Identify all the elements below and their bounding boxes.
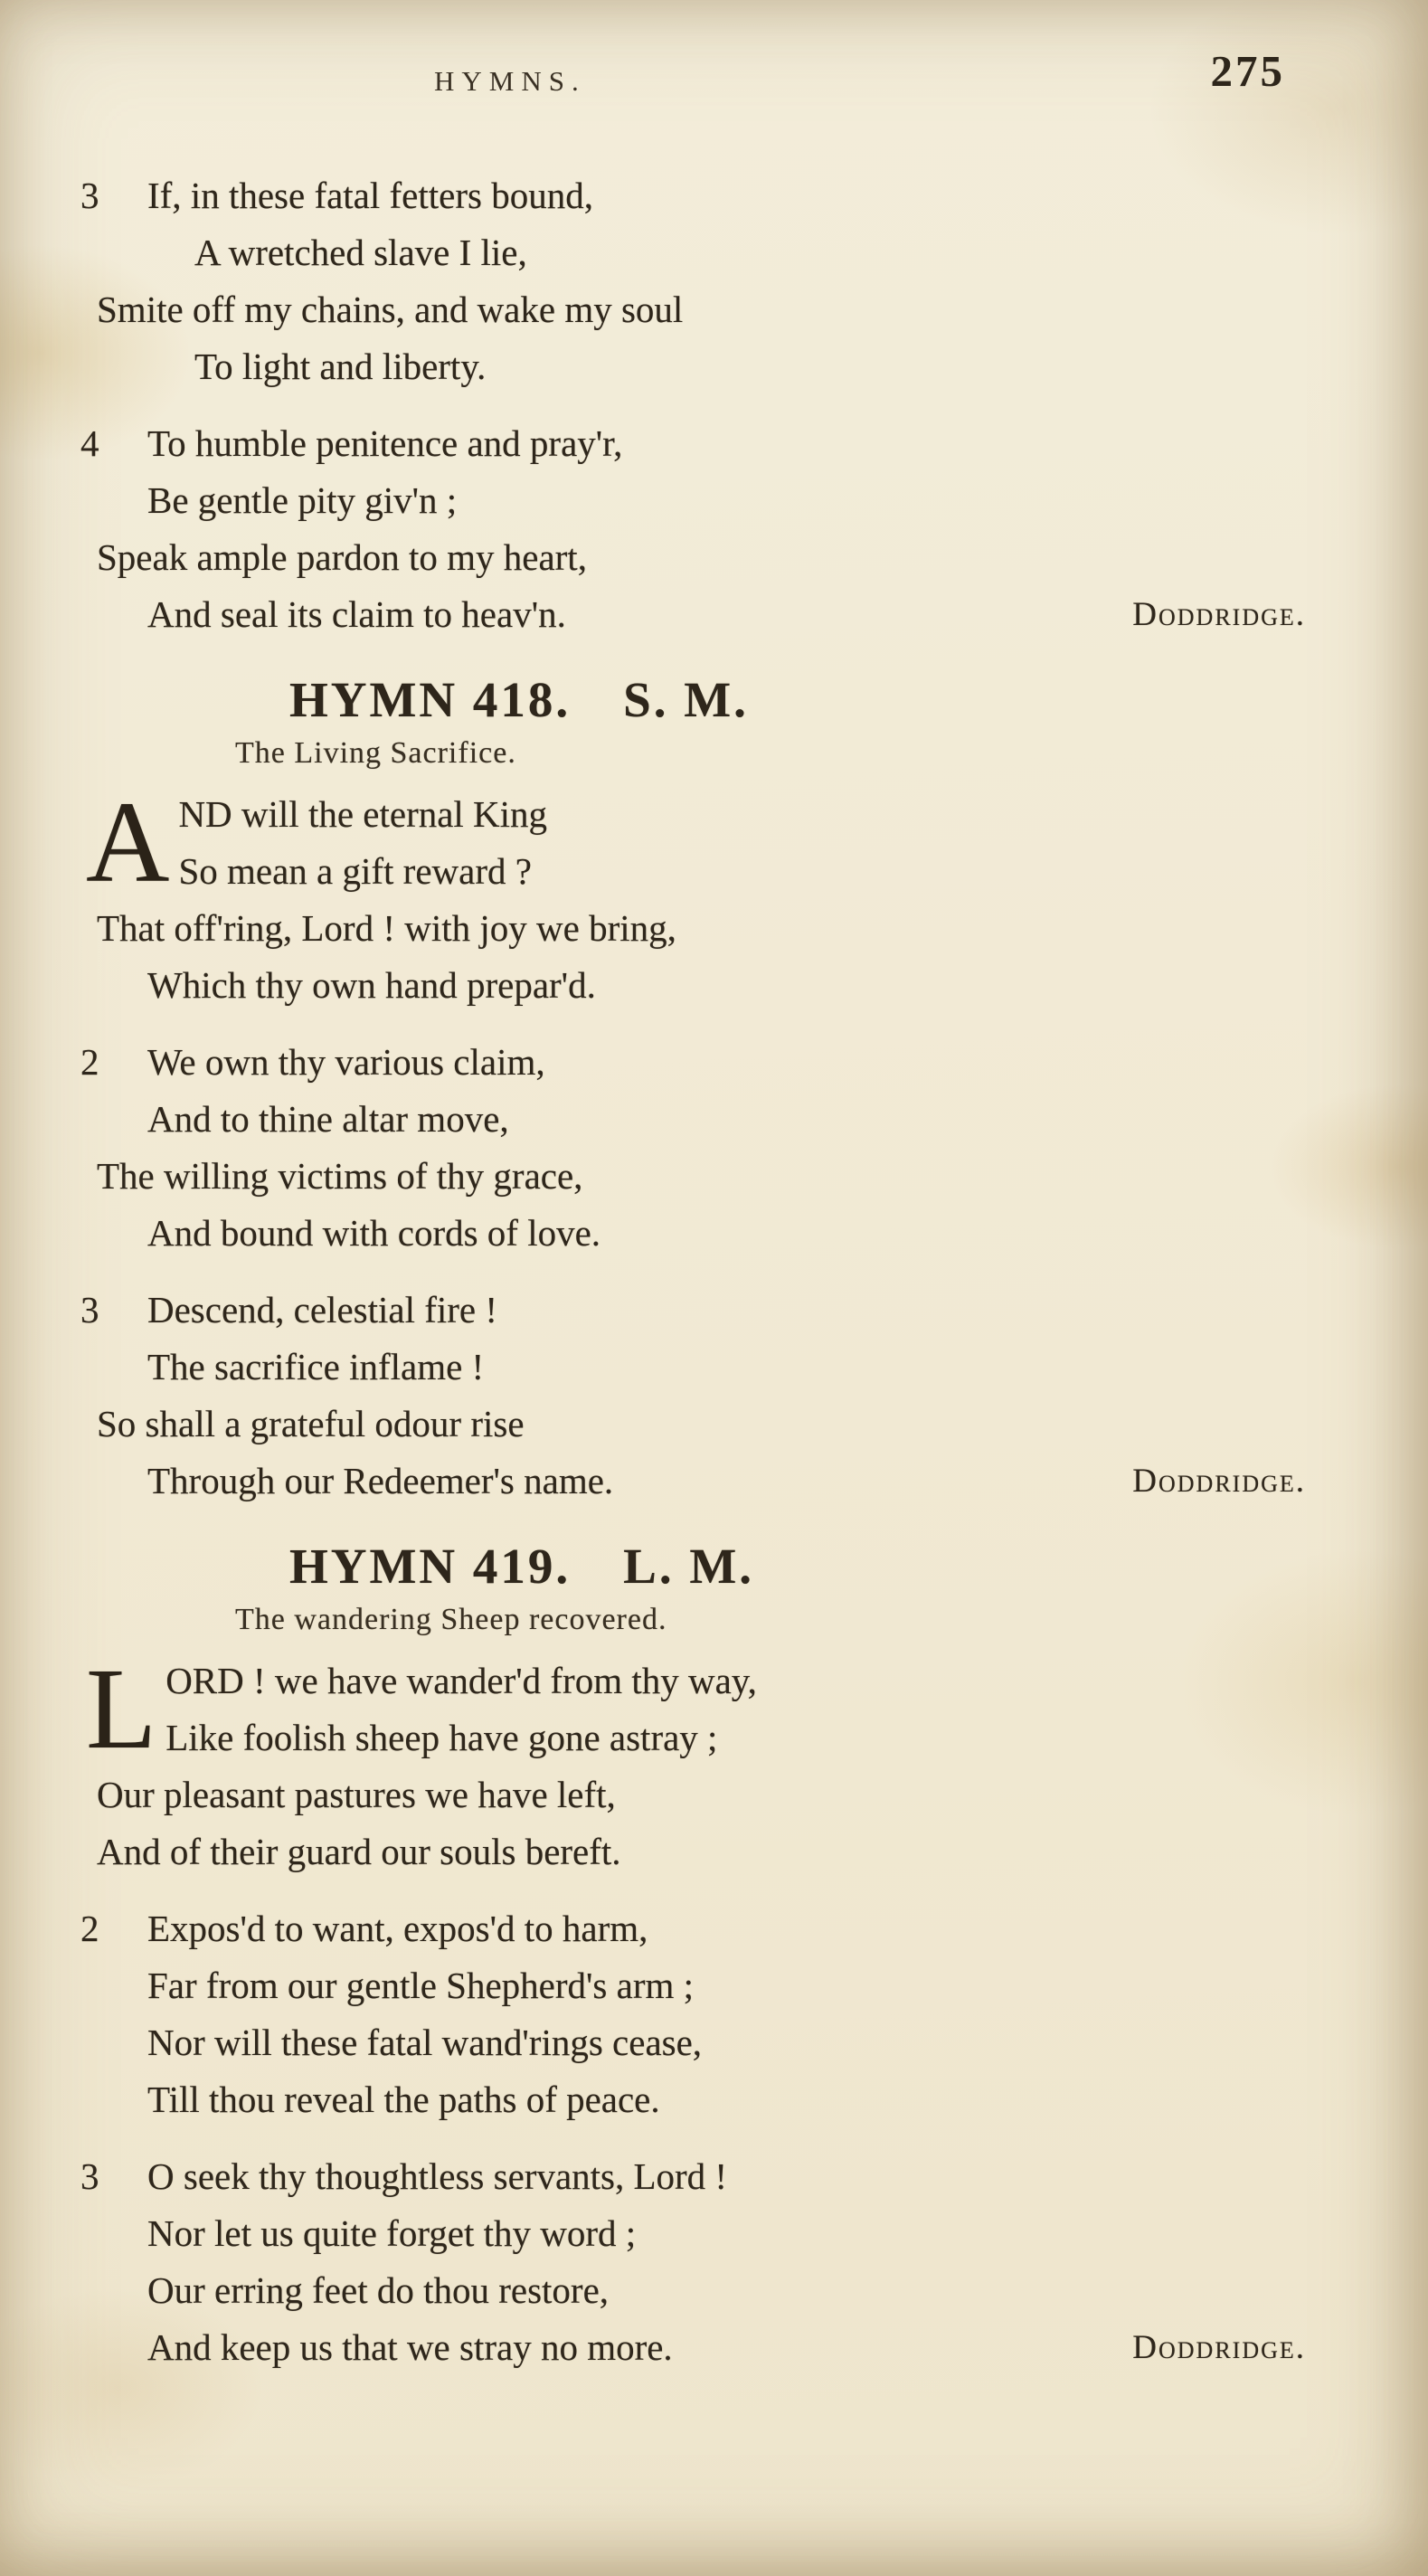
verse-line: And to thine altar move,	[147, 1098, 509, 1140]
hymn-heading-meter: L. M.	[623, 1539, 754, 1594]
verse-number: 3	[80, 1289, 99, 1331]
verse	[80, 2148, 1306, 2376]
verse-line: That off'ring, Lord ! with joy we bring,	[97, 907, 676, 949]
hymn-subtitle: The wandering Sheep recovered.	[235, 1603, 667, 1636]
verse	[80, 1034, 1306, 1262]
verse-line: We own thy various claim,	[147, 1041, 545, 1083]
verse	[86, 778, 1306, 1014]
hymn-417-continued-verses	[80, 167, 1306, 643]
verse-number: 4	[80, 422, 99, 464]
verse-line: The willing victims of thy grace,	[97, 1155, 583, 1197]
verse	[80, 1282, 1306, 1510]
verse-line: If, in these fatal fetters bound,	[147, 175, 593, 216]
hymn-subtitle: The Living Sacrifice.	[235, 736, 516, 770]
verse-number: 3	[80, 175, 99, 216]
verse	[80, 167, 1306, 395]
verse-line: Doddridge. And keep us that we stray no more.	[147, 2319, 1306, 2376]
verse-line: Till thou reveal the paths of peace.	[147, 2079, 660, 2120]
verse-line: ND will the eternal King	[178, 793, 548, 835]
verse-line: O seek thy thoughtless servants, Lord !	[147, 2155, 728, 2197]
verse-line: Be gentle pity giv'n ;	[147, 479, 458, 521]
verse-line: Expos'd to want, expos'd to harm,	[147, 1908, 648, 1949]
verse-line: So mean a gift reward ?	[178, 850, 532, 892]
verse-line: Descend, celestial fire !	[147, 1289, 498, 1331]
verse-line: Doddridge. Through our Redeemer's name.	[147, 1453, 1306, 1510]
verse-line: Nor let us quite forget thy word ;	[147, 2212, 637, 2254]
hymn-418-verses	[80, 778, 1306, 1510]
verse-line: And bound with cords of love.	[147, 1212, 601, 1254]
verse-line: Our pleasant pastures we have left,	[97, 1774, 616, 1815]
verse-line: So shall a grateful odour rise	[97, 1403, 525, 1444]
running-head: HYMNS.	[434, 65, 586, 97]
verse-line: The sacrifice inflame !	[147, 1346, 485, 1387]
hymn-418-heading	[86, 668, 1306, 732]
verse-number: 2	[80, 1908, 99, 1949]
drop-cap-letter: A	[86, 778, 170, 906]
author-attribution: Doddridge.	[1132, 1463, 1306, 1500]
verse-line: To light and liberty.	[194, 346, 487, 387]
verse-line: Doddridge. And seal its claim to heav'n.	[147, 586, 1306, 643]
verse	[80, 415, 1306, 643]
author-attribution: Doddridge.	[1132, 596, 1306, 633]
verse-line: Like foolish sheep have gone astray ;	[165, 1717, 718, 1758]
verse-line: Nor will these fatal wand'rings cease,	[147, 2022, 703, 2063]
verse-number: 3	[80, 2155, 99, 2197]
hymn-heading-title: HYMN 419.	[289, 1539, 572, 1594]
verse-line: Speak ample pardon to my heart,	[97, 536, 587, 578]
verse-line: To humble penitence and pray'r,	[147, 422, 623, 464]
verse-line: Which thy own hand prepar'd.	[147, 964, 596, 1006]
page-number: 275	[1210, 46, 1285, 96]
verse-line: Far from our gentle Shepherd's arm ;	[147, 1965, 695, 2006]
verse	[86, 1644, 1306, 1880]
verse-line: A wretched slave I lie,	[194, 232, 527, 273]
verse-line: Our erring feet do thou restore,	[147, 2269, 610, 2311]
verse-number: 2	[80, 1041, 99, 1083]
hymn-419-verses	[80, 1644, 1306, 2376]
hymn-heading-meter: S. M.	[623, 672, 749, 727]
author-attribution: Doddridge.	[1132, 2329, 1306, 2366]
verse-line: ORD ! we have wander'd from thy way,	[165, 1660, 757, 1701]
drop-cap-letter: L	[86, 1644, 157, 1773]
verse	[80, 1900, 1306, 2128]
hymn-419-heading	[86, 1535, 1306, 1598]
verse-line: And of their guard our souls bereft.	[97, 1831, 621, 1872]
hymn-heading-title: HYMN 418.	[289, 672, 572, 727]
verse-line: Smite off my chains, and wake my soul	[97, 289, 684, 330]
